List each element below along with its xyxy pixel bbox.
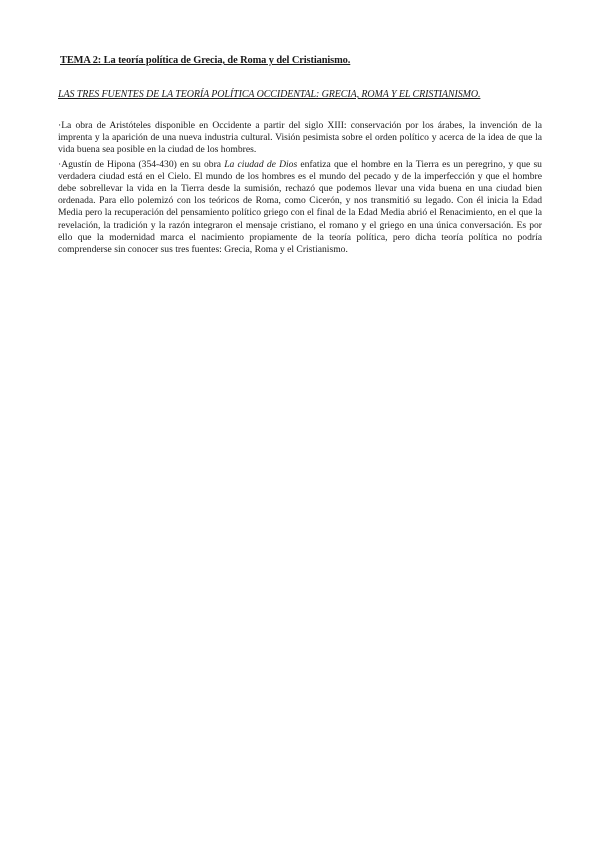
paragraph-aristoteles: ·La obra de Aristóteles disponible en Occidente a partir del siglo XIII: conservación por los árabes, la invención de la imprenta y la aparición de una nueva industria cultural. Visión pesimista sobre el orden político y acerca de la idea de que la vida buena sea posible en la ciudad de los hombres. xyxy=(58,120,542,156)
document-page xyxy=(58,54,542,256)
paragraph-agustin-start: ·Agustín de Hipona (354-430) en su obra xyxy=(58,158,225,170)
paragraph-agustin xyxy=(58,159,542,257)
book-title-ciudad-de-dios: La ciudad de Dios xyxy=(224,158,298,170)
section-heading: LAS TRES FUENTES DE LA TEORÍA POLÍTICA OCCIDENTAL: GRECIA, ROMA Y EL CRISTIANISMO. xyxy=(58,89,481,100)
paragraph-agustin-rest: enfatiza que el hombre en la Tierra es un peregrino, y que su verdadera ciudad está en el Cielo. El mundo de los hombres es el mundo del pecado y de la imperfección y que el hombre debe sobrellevar la vida en la Tierra desde la sumisión, rechazó que podemos llevar una vida buena en una ciudad bien ordenada. Para ello polemizó con los teóricos de Roma, como Cicerón, y nos transmitió su legado. Con él inicia la Edad Media pero la recuperación del pensamiento político griego con el final de la Edad Media abrió el Renacimiento, en el que la revelación, la tradición y la razón integraron el mensaje cristiano, el romano y el griego en una única conversación. Es por ello que la modernidad marca el nacimiento propiamente de la teoría política, pero dicha teoría política no podría comprenderse sin conocer sus tres fuentes: Grecia, Roma y el Cristianismo. xyxy=(58,158,542,256)
document-title: TEMA 2: La teoría política de Grecia, de Roma y del Cristianismo. xyxy=(60,55,351,66)
